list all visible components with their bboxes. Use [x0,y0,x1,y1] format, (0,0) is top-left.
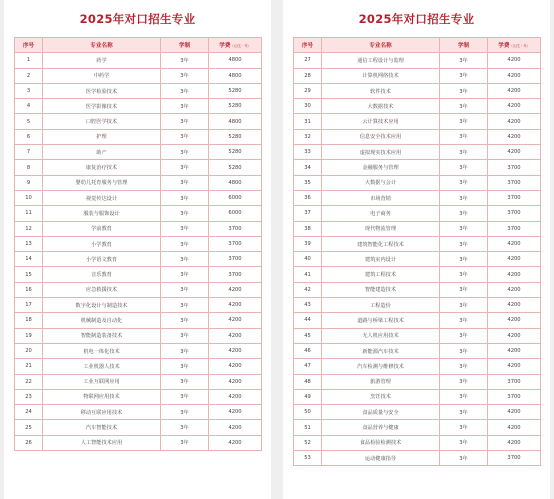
cell-number: 26 [15,435,43,450]
cell-fee: 3700 [488,374,541,389]
cell-years: 3年 [440,99,488,114]
cell-number: 14 [15,252,43,267]
cell-major: 食品检验检测技术 [322,435,440,450]
cell-major: 药学 [43,53,161,68]
cell-number: 25 [15,420,43,435]
cell-years: 3年 [161,389,209,404]
table-row [294,190,541,205]
cell-fee: 4200 [488,267,541,282]
cell-years: 3年 [161,160,209,175]
cell-fee: 3700 [488,221,541,236]
cell-fee: 4200 [209,298,262,313]
table-row [15,99,262,114]
header-fee-unit: （元/生・年） [509,44,530,49]
cell-number: 46 [294,343,322,358]
cell-years: 3年 [440,68,488,83]
cell-number: 12 [15,221,43,236]
table-row [15,267,262,282]
cell-fee: 3700 [488,389,541,404]
cell-number: 8 [15,160,43,175]
cell-number: 18 [15,313,43,328]
cell-number: 27 [294,53,322,68]
table-row [294,374,541,389]
cell-major: 旅游管理 [322,374,440,389]
cell-number: 1 [15,53,43,68]
cell-fee: 3700 [488,206,541,221]
cell-fee: 4200 [488,236,541,251]
cell-number: 19 [15,328,43,343]
cell-fee: 5280 [209,145,262,160]
cell-number: 37 [294,206,322,221]
cell-major: 汽车检测与维修技术 [322,359,440,374]
table-row [15,328,262,343]
cell-years: 3年 [161,53,209,68]
cell-fee: 4200 [488,114,541,129]
cell-major: 移动互联应用技术 [43,405,161,420]
table-row [15,435,262,450]
header-fee [488,38,541,53]
table-row [294,451,541,466]
cell-years: 3年 [161,221,209,236]
page-title: 2025年对口招生专业 [79,12,196,26]
cell-number: 2 [15,68,43,83]
cell-major: 小学语文教育 [43,252,161,267]
cell-years: 3年 [440,328,488,343]
cell-fee: 4200 [488,313,541,328]
cell-fee: 4200 [209,389,262,404]
cell-years: 3年 [440,145,488,160]
table-row [294,68,541,83]
cell-fee: 4200 [209,282,262,297]
cell-fee: 4200 [209,374,262,389]
cell-major: 助产 [43,145,161,160]
table-row [294,206,541,221]
cell-number: 51 [294,420,322,435]
cell-years: 3年 [161,313,209,328]
cell-fee: 5280 [209,160,262,175]
cell-years: 3年 [440,389,488,404]
table-row [294,145,541,160]
cell-major: 人工智能技术应用 [43,435,161,450]
cell-years: 3年 [440,451,488,466]
table-row [15,114,262,129]
cell-fee: 4200 [488,420,541,435]
cell-major: 云计算技术应用 [322,114,440,129]
header-fee [209,38,262,53]
majors-table [293,37,541,466]
cell-number: 35 [294,175,322,190]
header-years: 学制 [440,38,488,53]
cell-fee: 4200 [209,420,262,435]
cell-years: 3年 [440,374,488,389]
cell-fee: 3700 [209,267,262,282]
table-row [294,343,541,358]
table-row [294,83,541,98]
cell-major: 小学教育 [43,236,161,251]
cell-years: 3年 [161,267,209,282]
cell-years: 3年 [161,206,209,221]
cell-years: 3年 [440,252,488,267]
cell-number: 29 [294,83,322,98]
cell-number: 39 [294,236,322,251]
table-row [15,83,262,98]
table-row [294,267,541,282]
table-row [15,405,262,420]
cell-fee: 6000 [209,206,262,221]
cell-fee: 4200 [488,282,541,297]
header-major: 专业名称 [43,38,161,53]
cell-years: 3年 [440,190,488,205]
cell-fee: 5280 [209,99,262,114]
cell-years: 3年 [440,435,488,450]
cell-number: 7 [15,145,43,160]
cell-number: 42 [294,282,322,297]
cell-number: 9 [15,175,43,190]
cell-major: 医学检验技术 [43,83,161,98]
cell-number: 17 [15,298,43,313]
cell-fee: 4200 [488,359,541,374]
cell-number: 44 [294,313,322,328]
cell-major: 智能制造装备技术 [43,328,161,343]
cell-years: 3年 [161,374,209,389]
cell-number: 43 [294,298,322,313]
cell-years: 3年 [161,236,209,251]
cell-fee: 4200 [209,313,262,328]
cell-number: 30 [294,99,322,114]
cell-number: 33 [294,145,322,160]
table-row [15,252,262,267]
cell-number: 15 [15,267,43,282]
cell-major: 现代物流管理 [322,221,440,236]
cell-fee: 4200 [209,328,262,343]
cell-years: 3年 [440,221,488,236]
cell-major: 机械制造及自动化 [43,313,161,328]
cell-major: 软件技术 [322,83,440,98]
cell-fee: 4200 [488,53,541,68]
cell-fee: 4800 [209,175,262,190]
cell-fee: 4200 [209,359,262,374]
cell-years: 3年 [440,298,488,313]
table-row [15,389,262,404]
table-header-row [15,38,262,53]
cell-major: 建筑工程技术 [322,267,440,282]
cell-major: 工程造价 [322,298,440,313]
cell-years: 3年 [161,190,209,205]
cell-major: 音乐教育 [43,267,161,282]
cell-number: 45 [294,328,322,343]
cell-fee: 3700 [209,221,262,236]
header-major: 专业名称 [322,38,440,53]
table-row [294,129,541,144]
table-row [15,53,262,68]
cell-fee: 4200 [488,435,541,450]
cell-fee: 4200 [488,252,541,267]
cell-major: 应急救援技术 [43,282,161,297]
table-row [15,359,262,374]
cell-number: 34 [294,160,322,175]
cell-fee: 4200 [488,129,541,144]
table-row [294,420,541,435]
cell-years: 3年 [440,160,488,175]
cell-major: 烹饪技术 [322,389,440,404]
table-row [15,175,262,190]
cell-major: 信息安全技术应用 [322,129,440,144]
cell-major: 口腔医学技术 [43,114,161,129]
cell-years: 3年 [161,298,209,313]
cell-fee: 5280 [209,83,262,98]
cell-fee: 4800 [209,53,262,68]
table-row [15,298,262,313]
cell-fee: 3700 [488,451,541,466]
cell-fee: 4800 [209,114,262,129]
cell-number: 36 [294,190,322,205]
cell-major: 康复治疗技术 [43,160,161,175]
cell-years: 3年 [440,53,488,68]
cell-number: 52 [294,435,322,450]
table-row [15,313,262,328]
cell-years: 3年 [440,359,488,374]
table-row [294,313,541,328]
cell-major: 新能源汽车技术 [322,343,440,358]
cell-number: 32 [294,129,322,144]
table-row [15,206,262,221]
cell-years: 3年 [161,145,209,160]
cell-fee: 4200 [488,298,541,313]
cell-major: 大数据与会计 [322,175,440,190]
majors-table [14,37,262,451]
cell-years: 3年 [161,114,209,129]
table-row [294,389,541,404]
cell-years: 3年 [161,405,209,420]
cell-years: 3年 [161,175,209,190]
cell-major: 工业机器人技术 [43,359,161,374]
cell-number: 10 [15,190,43,205]
table-row [294,221,541,236]
cell-major: 食品质量与安全 [322,405,440,420]
cell-major: 道路与桥梁工程技术 [322,313,440,328]
cell-fee: 4200 [488,83,541,98]
table-header-row [294,38,541,53]
cell-fee: 3700 [209,252,262,267]
table-row [15,68,262,83]
cell-fee: 4200 [209,435,262,450]
header-number: 序号 [294,38,322,53]
cell-fee: 4200 [488,145,541,160]
cell-major: 数字化设计与制造技术 [43,298,161,313]
cell-years: 3年 [440,114,488,129]
cell-years: 3年 [161,435,209,450]
cell-number: 53 [294,451,322,466]
table-row [294,359,541,374]
table-row [294,282,541,297]
cell-number: 3 [15,83,43,98]
cell-major: 通信工程设计与监理 [322,53,440,68]
cell-fee: 4200 [209,343,262,358]
cell-number: 20 [15,343,43,358]
table-row [15,160,262,175]
cell-number: 50 [294,405,322,420]
cell-years: 3年 [161,129,209,144]
cell-years: 3年 [440,282,488,297]
cell-fee: 4200 [488,99,541,114]
cell-years: 3年 [161,252,209,267]
cell-major: 智能建造技术 [322,282,440,297]
cell-fee: 3700 [488,160,541,175]
cell-years: 3年 [440,129,488,144]
cell-years: 3年 [161,83,209,98]
table-row [15,145,262,160]
cell-years: 3年 [161,68,209,83]
cell-fee: 3700 [209,236,262,251]
cell-major: 电子商务 [322,206,440,221]
table-row [15,282,262,297]
cell-number: 48 [294,374,322,389]
cell-major: 建筑室内设计 [322,252,440,267]
cell-number: 16 [15,282,43,297]
table-row [15,236,262,251]
cell-major: 中药学 [43,68,161,83]
cell-major: 婴幼儿托育服务与管理 [43,175,161,190]
table-row [15,221,262,236]
table-row [15,374,262,389]
cell-number: 41 [294,267,322,282]
table-row [294,298,541,313]
cell-major: 汽车智能技术 [43,420,161,435]
cell-fee: 4200 [488,343,541,358]
cell-major: 食品营养与健康 [322,420,440,435]
table-row [294,252,541,267]
cell-major: 金融服务与管理 [322,160,440,175]
cell-fee: 3700 [488,190,541,205]
cell-years: 3年 [440,267,488,282]
cell-number: 31 [294,114,322,129]
cell-fee: 4200 [209,405,262,420]
table-row [15,190,262,205]
table-row [294,236,541,251]
header-fee-label: 学费 [219,43,231,50]
cell-major: 计算机网络技术 [322,68,440,83]
cell-major: 学前教育 [43,221,161,236]
cell-years: 3年 [440,236,488,251]
cell-fee: 4200 [488,68,541,83]
cell-major: 大数据技术 [322,99,440,114]
cell-number: 21 [15,359,43,374]
cell-number: 4 [15,99,43,114]
cell-major: 护理 [43,129,161,144]
table-row [294,405,541,420]
cell-major: 工业互联网应用 [43,374,161,389]
cell-years: 3年 [161,282,209,297]
cell-years: 3年 [161,359,209,374]
header-fee-label: 学费 [498,43,510,50]
table-row [294,53,541,68]
cell-fee: 4200 [488,328,541,343]
table-row [294,99,541,114]
cell-number: 28 [294,68,322,83]
cell-major: 机电一体化技术 [43,343,161,358]
cell-years: 3年 [440,175,488,190]
cell-number: 23 [15,389,43,404]
cell-number: 38 [294,221,322,236]
cell-fee: 4200 [488,405,541,420]
cell-number: 40 [294,252,322,267]
table-row [294,114,541,129]
cell-major: 建筑智能化工程技术 [322,236,440,251]
table-row [294,160,541,175]
cell-major: 医学影像技术 [43,99,161,114]
cell-number: 47 [294,359,322,374]
left-panel [4,0,271,499]
cell-number: 24 [15,405,43,420]
table-row [15,420,262,435]
cell-major: 运动健康指导 [322,451,440,466]
table-row [294,435,541,450]
cell-number: 11 [15,206,43,221]
right-panel [283,0,550,499]
cell-number: 49 [294,389,322,404]
header-years: 学制 [161,38,209,53]
cell-major: 虚拟现实技术应用 [322,145,440,160]
page-title: 2025年对口招生专业 [358,12,475,26]
cell-years: 3年 [440,206,488,221]
cell-years: 3年 [440,343,488,358]
cell-number: 5 [15,114,43,129]
cell-major: 服装与服饰设计 [43,206,161,221]
cell-years: 3年 [440,405,488,420]
cell-number: 6 [15,129,43,144]
table-body [15,53,262,451]
table-row [294,328,541,343]
cell-years: 3年 [440,420,488,435]
table-row [15,343,262,358]
cell-years: 3年 [161,420,209,435]
cell-fee: 3700 [488,175,541,190]
header-fee-unit: （元/生・年） [230,44,251,49]
cell-major: 无人机应用技术 [322,328,440,343]
cell-years: 3年 [440,313,488,328]
cell-years: 3年 [161,328,209,343]
cell-fee: 5280 [209,129,262,144]
table-body [294,53,541,466]
cell-major: 物联网应用技术 [43,389,161,404]
cell-fee: 4800 [209,68,262,83]
table-row [15,129,262,144]
cell-major: 市场营销 [322,190,440,205]
header-number: 序号 [15,38,43,53]
cell-fee: 6000 [209,190,262,205]
cell-years: 3年 [440,83,488,98]
cell-major: 视觉传达设计 [43,190,161,205]
cell-number: 22 [15,374,43,389]
table-row [294,175,541,190]
cell-number: 13 [15,236,43,251]
cell-years: 3年 [161,343,209,358]
cell-years: 3年 [161,99,209,114]
